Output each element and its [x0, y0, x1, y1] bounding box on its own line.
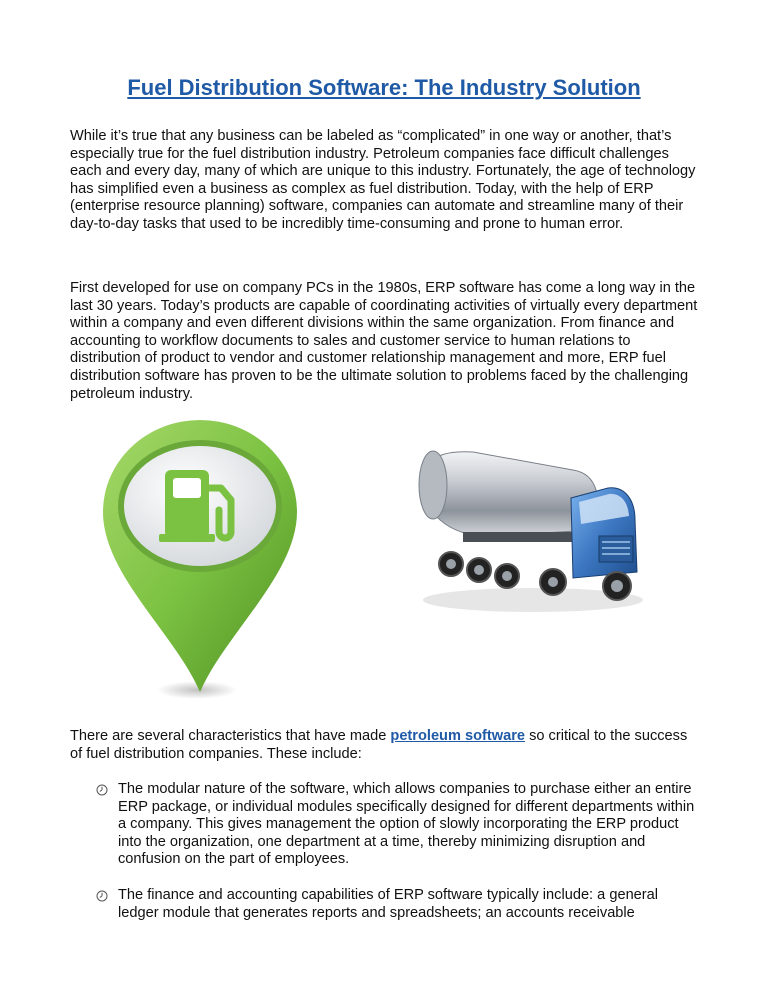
history-paragraph: First developed for use on company PCs in the 1980s, ERP software has come a long way in the last 30 years. Today’s products are capable of coordinating activities of virtually every department within a company and even different divisions within the same organization. From finance and accounting to workflow documents to sales and customer service to human relations to distribution of product to vendor and customer relationship management and more, ERP fuel distribution software has proven to be the ultimate solution to problems faced by the challenging petroleum industry. — [70, 280, 698, 402]
fuel-tanker-truck-icon — [403, 440, 645, 618]
fuel-pump-pin-icon — [95, 414, 305, 702]
list-item-text: The modular nature of the software, which allows companies to purchase either an entire ERP package, or individual modules specifically designed for different departments within a company. This gives management the option of slowly incorporating the ERP product into the organization, one department at a time, thereby minimizing disruption and confusion on the part of employees. — [118, 781, 695, 868]
intro-paragraph: While it’s true that any business can be labeled as “complicated” in one way or another, that’s especially true for the fuel distribution industry. Petroleum companies face difficult challenges each and every day, many of which are unique to this industry. Fortunately, the age of technology has simplified even a business as complex as fuel distribution. Today, with the help of ERP (enterprise resource planning) software, companies can automate and streamline many of their day-to-day tasks that used to be incredibly time-consuming and prone to human error. — [70, 128, 696, 232]
petroleum-software-link[interactable]: petroleum software — [390, 728, 526, 744]
page-title: Fuel Distribution Software: The Industry Solution — [127, 75, 641, 100]
characteristics-list — [70, 781, 702, 940]
list-item — [70, 887, 702, 922]
characteristics-text-end: so critical to the success of fuel distribution companies. These include: — [70, 728, 688, 762]
list-item-text: The finance and accounting capabilities of ERP software typically include: a general ledger module that generates reports and spreadsheets; an accounts receivable — [118, 886, 659, 921]
list-item — [70, 781, 702, 869]
clock-icon — [96, 890, 108, 902]
characteristics-paragraph — [70, 728, 702, 763]
clock-icon — [96, 784, 108, 796]
characteristics-text-start: There are several characteristics that have made — [70, 728, 391, 744]
